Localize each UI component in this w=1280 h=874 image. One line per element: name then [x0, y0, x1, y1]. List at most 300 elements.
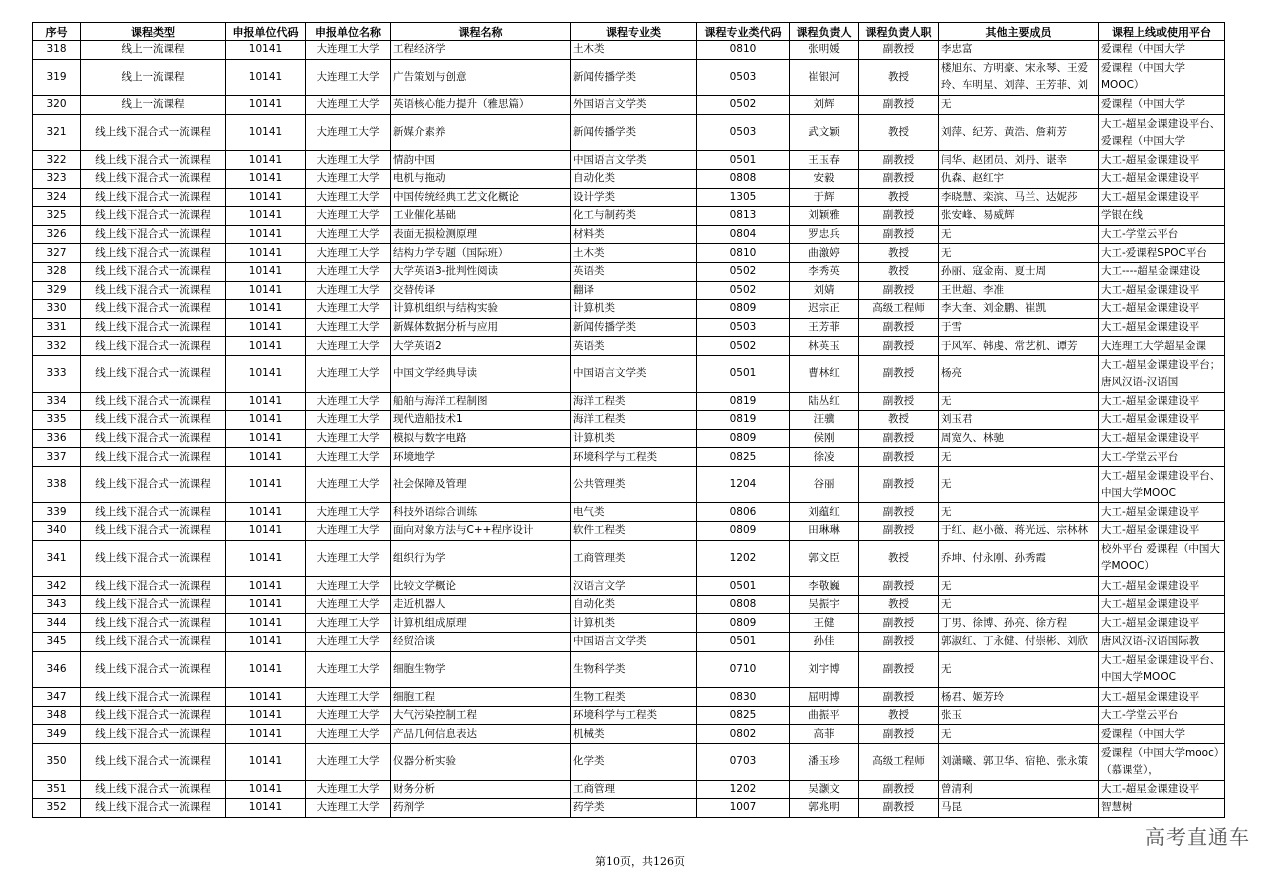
table-row	[33, 780, 1225, 799]
platform-text: 校外平台 爱课程（中国大学MOOC）	[1101, 543, 1220, 573]
major-code-cell: 0810	[697, 244, 790, 263]
leader-name-cell: 陆丛红	[790, 392, 859, 411]
major-category-cell: 英语类	[571, 337, 697, 356]
leader-name-cell: 田琳琳	[790, 522, 859, 541]
table-row	[33, 207, 1225, 226]
unit-name-cell: 大连理工大学	[306, 706, 391, 725]
major-code-cell: 0503	[697, 59, 790, 96]
unit-code-cell: 10141	[226, 281, 306, 300]
platform-text: 大工-超星金课建设平台、爱课程（中国大学	[1101, 117, 1221, 147]
platform-cell: 大工-超星金课建设平	[1099, 780, 1225, 799]
course-name-cell: 比较文学概论	[391, 577, 571, 596]
major-category-cell: 机械类	[571, 725, 697, 744]
major-category-cell: 工商管理类	[571, 540, 697, 577]
table-row	[33, 355, 1225, 392]
leader-title-cell: 教授	[859, 595, 939, 614]
platform-cell: 大工-超星金课建设平	[1099, 188, 1225, 207]
leader-title-cell: 副教授	[859, 799, 939, 818]
course-type-cell: 线上线下混合式一流课程	[81, 614, 226, 633]
table-row	[33, 633, 1225, 652]
other-members-cell: 马昆	[939, 799, 1099, 818]
major-code-cell: 1202	[697, 780, 790, 799]
major-code-cell: 0809	[697, 300, 790, 319]
unit-name-cell: 大连理工大学	[306, 59, 391, 96]
table-row	[33, 706, 1225, 725]
major-category-cell: 化学类	[571, 744, 697, 781]
row-index-cell: 326	[33, 225, 81, 244]
leader-title-cell: 副教授	[859, 151, 939, 170]
leader-name-cell: 李秀英	[790, 262, 859, 281]
leader-title-cell: 副教授	[859, 337, 939, 356]
unit-code-cell: 10141	[226, 96, 306, 115]
course-name-cell: 大学英语2	[391, 337, 571, 356]
course-name-cell: 计算机组织与结构实验	[391, 300, 571, 319]
platform-cell: 大工-学堂云平台	[1099, 448, 1225, 467]
unit-code-cell: 10141	[226, 522, 306, 541]
other-members-cell: 无	[939, 595, 1099, 614]
platform-cell: 大工-超星金课建设平	[1099, 503, 1225, 522]
unit-code-cell: 10141	[226, 688, 306, 707]
unit-name-cell: 大连理工大学	[306, 522, 391, 541]
unit-name-cell: 大连理工大学	[306, 725, 391, 744]
major-code-cell: 0501	[697, 577, 790, 596]
row-index-cell: 337	[33, 448, 81, 467]
leader-title-cell: 教授	[859, 244, 939, 263]
table-row	[33, 577, 1225, 596]
leader-name-cell: 李敬巍	[790, 577, 859, 596]
course-name-cell: 药剂学	[391, 799, 571, 818]
course-type-cell: 线上线下混合式一流课程	[81, 392, 226, 411]
course-name-cell: 工业催化基础	[391, 207, 571, 226]
unit-code-cell: 10141	[226, 651, 306, 688]
unit-name-cell: 大连理工大学	[306, 337, 391, 356]
major-category-cell: 新闻传播学类	[571, 318, 697, 337]
unit-name-cell: 大连理工大学	[306, 41, 391, 60]
leader-title-cell: 教授	[859, 188, 939, 207]
course-name-cell: 工程经济学	[391, 41, 571, 60]
major-category-cell: 生物科学类	[571, 651, 697, 688]
unit-code-cell: 10141	[226, 318, 306, 337]
leader-title-cell: 高级工程师	[859, 744, 939, 781]
table-row	[33, 799, 1225, 818]
platform-cell	[1099, 355, 1225, 392]
row-index-cell: 352	[33, 799, 81, 818]
leader-title-cell: 副教授	[859, 281, 939, 300]
row-index-cell: 328	[33, 262, 81, 281]
platform-cell: 大工-超星金课建设平	[1099, 614, 1225, 633]
unit-name-cell: 大连理工大学	[306, 244, 391, 263]
leader-title-cell: 副教授	[859, 688, 939, 707]
leader-title-cell: 副教授	[859, 522, 939, 541]
unit-code-cell: 10141	[226, 262, 306, 281]
unit-code-cell: 10141	[226, 355, 306, 392]
course-name-cell: 模拟与数字电路	[391, 429, 571, 448]
platform-cell: 大工-超星金课建设平	[1099, 300, 1225, 319]
table-row	[33, 114, 1225, 151]
leader-name-cell: 迟宗正	[790, 300, 859, 319]
table-row	[33, 225, 1225, 244]
course-type-cell: 线上线下混合式一流课程	[81, 244, 226, 263]
row-index-cell: 331	[33, 318, 81, 337]
major-code-cell: 0819	[697, 411, 790, 430]
platform-cell: 大工-爱课程SPOC平台	[1099, 244, 1225, 263]
course-name-cell: 财务分析	[391, 780, 571, 799]
platform-cell: 大工-超星金课建设平	[1099, 411, 1225, 430]
major-category-cell: 计算机类	[571, 614, 697, 633]
table-row	[33, 318, 1225, 337]
major-code-cell: 0503	[697, 114, 790, 151]
table-row	[33, 300, 1225, 319]
major-category-cell: 环境科学与工程类	[571, 706, 697, 725]
course-type-cell: 线上线下混合式一流课程	[81, 114, 226, 151]
leader-name-cell: 王健	[790, 614, 859, 633]
course-type-cell: 线上线下混合式一流课程	[81, 577, 226, 596]
course-type-cell: 线上线下混合式一流课程	[81, 169, 226, 188]
row-index-cell: 325	[33, 207, 81, 226]
other-members-cell: 丁男、徐博、孙亮、徐方程	[939, 614, 1099, 633]
other-members-text: 无	[941, 662, 952, 675]
header-index: 序号	[33, 23, 81, 41]
unit-name-cell: 大连理工大学	[306, 355, 391, 392]
course-name-cell: 产品几何信息表达	[391, 725, 571, 744]
table-row	[33, 41, 1225, 60]
leader-title-cell: 教授	[859, 706, 939, 725]
platform-cell: 大工-超星金课建设平	[1099, 429, 1225, 448]
major-category-cell: 药学类	[571, 799, 697, 818]
course-name-cell: 环境地学	[391, 448, 571, 467]
row-index-cell: 340	[33, 522, 81, 541]
other-members-cell: 于雪	[939, 318, 1099, 337]
leader-title-cell: 教授	[859, 59, 939, 96]
table-row	[33, 744, 1225, 781]
unit-name-cell: 大连理工大学	[306, 799, 391, 818]
course-type-cell: 线上线下混合式一流课程	[81, 595, 226, 614]
major-category-cell: 汉语言文学	[571, 577, 697, 596]
major-category-cell: 土木类	[571, 244, 697, 263]
course-type-cell: 线上线下混合式一流课程	[81, 188, 226, 207]
platform-cell	[1099, 59, 1225, 96]
leader-title-cell: 教授	[859, 114, 939, 151]
row-index-cell: 322	[33, 151, 81, 170]
row-index-cell: 319	[33, 59, 81, 96]
course-type-cell: 线上线下混合式一流课程	[81, 503, 226, 522]
course-name-cell: 船舶与海洋工程制图	[391, 392, 571, 411]
leader-title-cell: 副教授	[859, 96, 939, 115]
row-index-cell: 318	[33, 41, 81, 60]
major-code-cell: 0710	[697, 651, 790, 688]
other-members-cell	[939, 651, 1099, 688]
leader-name-cell: 郭兆明	[790, 799, 859, 818]
leader-title-cell: 教授	[859, 262, 939, 281]
platform-cell: 学银在线	[1099, 207, 1225, 226]
table-row	[33, 651, 1225, 688]
table-row	[33, 281, 1225, 300]
leader-title-cell: 副教授	[859, 466, 939, 503]
major-code-cell: 0809	[697, 614, 790, 633]
major-category-cell: 化工与制药类	[571, 207, 697, 226]
table-row	[33, 725, 1225, 744]
header-unit-code: 申报单位代码	[226, 23, 306, 41]
major-code-cell: 0819	[697, 392, 790, 411]
unit-name-cell: 大连理工大学	[306, 188, 391, 207]
other-members-cell: 无	[939, 392, 1099, 411]
course-type-cell: 线上线下混合式一流课程	[81, 522, 226, 541]
leader-name-cell: 王芳菲	[790, 318, 859, 337]
course-type-cell: 线上一流课程	[81, 96, 226, 115]
unit-name-cell: 大连理工大学	[306, 411, 391, 430]
platform-text: 大工-超星金课建设平台、中国大学MOOC	[1101, 654, 1221, 684]
course-name-cell: 新媒体数据分析与应用	[391, 318, 571, 337]
platform-cell: 智慧树	[1099, 799, 1225, 818]
other-members-cell: 无	[939, 244, 1099, 263]
unit-code-cell: 10141	[226, 540, 306, 577]
table-row	[33, 540, 1225, 577]
leader-name-cell: 曲激婷	[790, 244, 859, 263]
major-category-cell: 自动化类	[571, 595, 697, 614]
unit-code-cell: 10141	[226, 780, 306, 799]
major-category-cell: 计算机类	[571, 300, 697, 319]
table-row	[33, 411, 1225, 430]
unit-code-cell: 10141	[226, 577, 306, 596]
course-type-cell: 线上线下混合式一流课程	[81, 262, 226, 281]
major-category-cell: 工商管理	[571, 780, 697, 799]
platform-cell: 大工----超星金课建设	[1099, 262, 1225, 281]
leader-title-cell: 高级工程师	[859, 300, 939, 319]
unit-code-cell: 10141	[226, 244, 306, 263]
major-code-cell: 0802	[697, 725, 790, 744]
leader-name-cell: 侯刚	[790, 429, 859, 448]
major-category-cell: 中国语言文学类	[571, 151, 697, 170]
leader-title-cell: 副教授	[859, 651, 939, 688]
platform-cell: 唐风汉语-汉语国际教	[1099, 633, 1225, 652]
other-members-text: 楼旭东、方明豪、宋永琴、王爱玲、车明星、刘萍、王芳菲、刘	[941, 62, 1088, 92]
platform-cell: 爱课程（中国大学	[1099, 41, 1225, 60]
leader-title-cell: 副教授	[859, 41, 939, 60]
platform-text: 爱课程（中国大学MOOC）	[1101, 62, 1185, 92]
major-category-cell: 设计学类	[571, 188, 697, 207]
leader-name-cell: 王玉春	[790, 151, 859, 170]
unit-name-cell: 大连理工大学	[306, 281, 391, 300]
other-members-cell: 仇森、赵红宇	[939, 169, 1099, 188]
row-index-cell: 333	[33, 355, 81, 392]
leader-name-cell: 安毅	[790, 169, 859, 188]
course-name-cell: 经贸洽谈	[391, 633, 571, 652]
unit-name-cell: 大连理工大学	[306, 651, 391, 688]
platform-cell: 大工-超星金课建设平	[1099, 522, 1225, 541]
course-name-cell: 仪器分析实验	[391, 744, 571, 781]
leader-name-cell: 刘蕴红	[790, 503, 859, 522]
leader-title-cell: 副教授	[859, 725, 939, 744]
row-index-cell: 344	[33, 614, 81, 633]
unit-code-cell: 10141	[226, 169, 306, 188]
course-type-cell: 线上线下混合式一流课程	[81, 411, 226, 430]
course-name-cell: 细胞生物学	[391, 651, 571, 688]
row-index-cell: 332	[33, 337, 81, 356]
header-leader: 课程负责人	[790, 23, 859, 41]
header-leader-title: 课程负责人职	[859, 23, 939, 41]
major-category-cell: 生物工程类	[571, 688, 697, 707]
unit-code-cell: 10141	[226, 725, 306, 744]
row-index-cell: 343	[33, 595, 81, 614]
platform-cell: 大工-超星金课建设平	[1099, 151, 1225, 170]
unit-name-cell: 大连理工大学	[306, 169, 391, 188]
other-members-cell: 李晓慧、栾滨、马兰、达妮莎	[939, 188, 1099, 207]
leader-name-cell: 曹林红	[790, 355, 859, 392]
table-row	[33, 522, 1225, 541]
other-members-cell	[939, 540, 1099, 577]
header-unit-name: 申报单位名称	[306, 23, 391, 41]
leader-name-cell: 刘宇博	[790, 651, 859, 688]
unit-name-cell: 大连理工大学	[306, 429, 391, 448]
course-type-cell: 线上线下混合式一流课程	[81, 207, 226, 226]
platform-cell: 大工-超星金课建设平	[1099, 688, 1225, 707]
leader-name-cell: 刘婧	[790, 281, 859, 300]
unit-code-cell: 10141	[226, 114, 306, 151]
unit-name-cell: 大连理工大学	[306, 688, 391, 707]
unit-code-cell: 10141	[226, 466, 306, 503]
course-name-cell: 广告策划与创意	[391, 59, 571, 96]
course-name-cell: 情韵中国	[391, 151, 571, 170]
platform-cell: 大工-超星金课建设平	[1099, 169, 1225, 188]
leader-name-cell: 罗忠兵	[790, 225, 859, 244]
row-index-cell: 324	[33, 188, 81, 207]
course-type-cell: 线上线下混合式一流课程	[81, 633, 226, 652]
major-category-cell: 翻译	[571, 281, 697, 300]
row-index-cell: 338	[33, 466, 81, 503]
major-code-cell: 0502	[697, 281, 790, 300]
major-category-cell: 公共管理类	[571, 466, 697, 503]
leader-name-cell: 张明媛	[790, 41, 859, 60]
course-name-cell: 细胞工程	[391, 688, 571, 707]
course-name-cell: 新媒介素养	[391, 114, 571, 151]
major-code-cell: 0502	[697, 262, 790, 281]
table-row	[33, 503, 1225, 522]
platform-cell: 大工-超星金课建设平	[1099, 577, 1225, 596]
major-code-cell: 1305	[697, 188, 790, 207]
unit-code-cell: 10141	[226, 41, 306, 60]
other-members-cell: 无	[939, 577, 1099, 596]
other-members-cell: 张玉	[939, 706, 1099, 725]
table-row	[33, 151, 1225, 170]
course-type-cell: 线上一流课程	[81, 41, 226, 60]
major-code-cell: 0501	[697, 355, 790, 392]
unit-name-cell: 大连理工大学	[306, 780, 391, 799]
course-name-cell: 社会保障及管理	[391, 466, 571, 503]
table-row	[33, 614, 1225, 633]
platform-cell	[1099, 540, 1225, 577]
unit-code-cell: 10141	[226, 207, 306, 226]
unit-code-cell: 10141	[226, 411, 306, 430]
major-category-cell: 海洋工程类	[571, 392, 697, 411]
major-code-cell: 0804	[697, 225, 790, 244]
other-members-cell: 无	[939, 225, 1099, 244]
row-index-cell: 351	[33, 780, 81, 799]
course-table	[32, 22, 1225, 818]
watermark-text: 高考直通车	[1145, 825, 1250, 849]
unit-code-cell: 10141	[226, 633, 306, 652]
course-type-cell: 线上线下混合式一流课程	[81, 337, 226, 356]
table-body	[33, 41, 1225, 818]
other-members-cell: 张安峰、易威辉	[939, 207, 1099, 226]
leader-title-cell: 副教授	[859, 503, 939, 522]
other-members-cell	[939, 744, 1099, 781]
course-name-cell: 大气污染控制工程	[391, 706, 571, 725]
major-code-cell: 0825	[697, 706, 790, 725]
course-type-cell: 线上线下混合式一流课程	[81, 466, 226, 503]
other-members-text: 刘萍、纪芳、黄浩、詹莉芳	[941, 126, 1067, 139]
leader-title-cell: 副教授	[859, 614, 939, 633]
leader-title-cell: 副教授	[859, 577, 939, 596]
other-members-cell: 无	[939, 448, 1099, 467]
other-members-text: 杨亮	[941, 367, 962, 380]
major-code-cell: 0809	[697, 429, 790, 448]
table-row	[33, 96, 1225, 115]
table-header-row	[33, 23, 1225, 41]
unit-code-cell: 10141	[226, 59, 306, 96]
unit-code-cell: 10141	[226, 392, 306, 411]
table-row	[33, 169, 1225, 188]
unit-code-cell: 10141	[226, 300, 306, 319]
unit-name-cell: 大连理工大学	[306, 448, 391, 467]
unit-name-cell: 大连理工大学	[306, 633, 391, 652]
course-name-cell: 科技外语综合训练	[391, 503, 571, 522]
unit-code-cell: 10141	[226, 225, 306, 244]
unit-code-cell: 10141	[226, 595, 306, 614]
row-index-cell: 329	[33, 281, 81, 300]
leader-name-cell: 谷丽	[790, 466, 859, 503]
leader-title-cell: 副教授	[859, 448, 939, 467]
platform-cell: 大连理工大学超星金课	[1099, 337, 1225, 356]
major-category-cell: 中国语言文学类	[571, 355, 697, 392]
leader-name-cell: 潘玉珍	[790, 744, 859, 781]
other-members-cell: 李大奎、刘金鹏、崔凯	[939, 300, 1099, 319]
row-index-cell: 341	[33, 540, 81, 577]
other-members-text: 无	[941, 478, 952, 491]
course-type-cell: 线上线下混合式一流课程	[81, 744, 226, 781]
other-members-cell: 李忠富	[939, 41, 1099, 60]
leader-name-cell: 汪骥	[790, 411, 859, 430]
row-index-cell: 346	[33, 651, 81, 688]
unit-code-cell: 10141	[226, 503, 306, 522]
leader-title-cell: 副教授	[859, 318, 939, 337]
table-row	[33, 337, 1225, 356]
row-index-cell: 339	[33, 503, 81, 522]
unit-name-cell: 大连理工大学	[306, 392, 391, 411]
table-row	[33, 188, 1225, 207]
other-members-cell: 杨君、姬芳玲	[939, 688, 1099, 707]
major-category-cell: 新闻传播学类	[571, 59, 697, 96]
course-type-cell: 线上线下混合式一流课程	[81, 225, 226, 244]
unit-code-cell: 10141	[226, 744, 306, 781]
table-row	[33, 595, 1225, 614]
course-name-cell: 结构力学专题（国际班）	[391, 244, 571, 263]
other-members-cell	[939, 355, 1099, 392]
major-category-cell: 电气类	[571, 503, 697, 522]
major-category-cell: 软件工程类	[571, 522, 697, 541]
unit-name-cell: 大连理工大学	[306, 114, 391, 151]
other-members-text: 刘潇曦、郭卫华、宿艳、张永策	[941, 755, 1088, 768]
course-name-cell: 大学英语3-批判性阅读	[391, 262, 571, 281]
major-code-cell: 0806	[697, 503, 790, 522]
major-code-cell: 0809	[697, 522, 790, 541]
other-members-cell: 闫华、赵团员、刘丹、谌幸	[939, 151, 1099, 170]
row-index-cell: 335	[33, 411, 81, 430]
leader-name-cell: 于辉	[790, 188, 859, 207]
course-type-cell: 线上线下混合式一流课程	[81, 281, 226, 300]
major-code-cell: 1202	[697, 540, 790, 577]
other-members-cell: 无	[939, 503, 1099, 522]
leader-name-cell: 徐凌	[790, 448, 859, 467]
